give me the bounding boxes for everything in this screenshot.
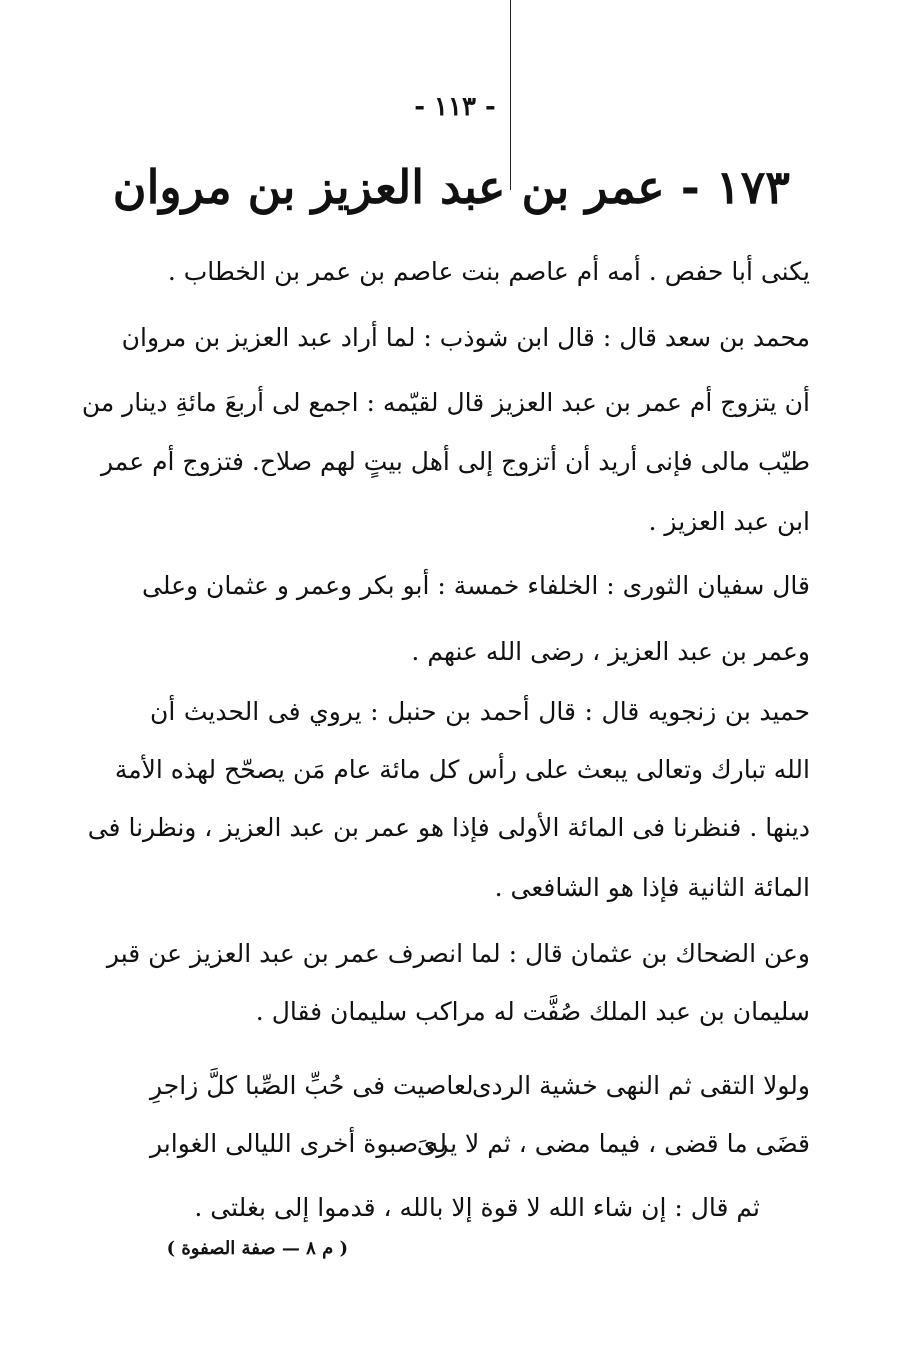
verse-first-hemistich: ولولا التقى ثم النهى خشية الردى [471, 1071, 810, 1100]
poem-verse [150, 1066, 810, 1106]
closing-line: ثم قال : إن شاء الله لا قوة إلا بالله ، قدموا إلى بغلتى . [194, 1193, 760, 1222]
text-line: أن يتزوج أم عمر بن عبد العزيز قال لقيّمه : اجمع لى أربعَ مائةِ دينار من [81, 388, 810, 417]
text-line: وعن الضحاك بن عثمان قال : لما انصرف عمر بن عبد العزيز عن قبر [106, 939, 810, 968]
page-footer: ( م ٨ — صفة الصفوة ) [166, 1238, 348, 1259]
text-line: ابن عبد العزيز . [648, 507, 810, 536]
verse-first-hemistich: قضَى ما قضى ، فيما مضى ، ثم لا يرىَ [416, 1129, 810, 1158]
text-line: طيّب مالى فإنى أريد أن أتزوج إلى أهل بيتٍ لهم صلاح. فتزوج أم عمر [100, 447, 810, 476]
verse-second-hemistich: له صبوة أخرى الليالى الغوابر [150, 1129, 448, 1158]
text-line: دينها . فنظرنا فى المائة الأولى فإذا هو عمر بن عبد العزيز ، ونظرنا فى [87, 813, 810, 842]
text-line: الله تبارك وتعالى يبعث على رأس كل مائة عام مَن يصحّح لهذه الأمة [114, 755, 810, 784]
text-line: يكنى أبا حفص . أمه أم عاصم بنت عاصم بن عمر بن الخطاب . [167, 257, 810, 286]
text-line: قال سفيان الثورى : الخلفاء خمسة : أبو بكر وعمر و عثمان وعلى [141, 571, 810, 600]
entry-title: ١٧٣ - عمر بن عبد العزيز بن مروان [112, 160, 790, 214]
text-line: محمد بن سعد قال : قال ابن شوذب : لما أراد عبد العزيز بن مروان [121, 323, 810, 352]
text-line: وعمر بن عبد العزيز ، رضى الله عنهم . [411, 637, 810, 666]
poem-verse [150, 1124, 810, 1164]
page-number: - ١١٣ - [414, 92, 496, 122]
text-line: حميد بن زنجويه قال : قال أحمد بن حنبل : يروي فى الحديث أن [150, 697, 810, 726]
text-line: المائة الثانية فإذا هو الشافعى . [494, 873, 810, 902]
text-line: سليمان بن عبد الملك صُفَّت له مراكب سليمان فقال . [255, 997, 810, 1026]
verse-second-hemistich: لعاصيت فى حُبِّ الصِّبا كلَّ زاجرِ [150, 1071, 474, 1100]
